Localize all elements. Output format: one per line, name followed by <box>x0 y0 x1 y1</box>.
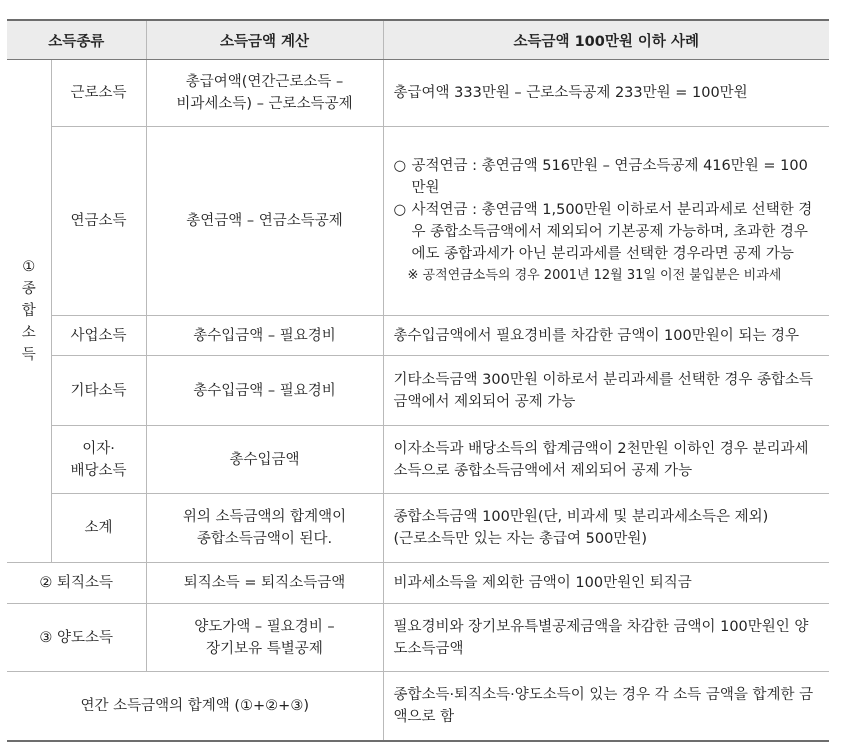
type-cell <box>51 426 146 494</box>
type-cell: 사업소득 <box>51 316 146 356</box>
calc-cell: 총수입금액 – 필요경비 <box>146 356 383 426</box>
example-cell: 총급여액 333만원 – 근로소득공제 233만원 = 100만원 <box>383 60 829 127</box>
calc-cell <box>146 494 383 563</box>
type-cell: ③ 양도소득 <box>7 604 146 672</box>
header-calculation: 소득금액 계산 <box>146 20 383 60</box>
table-row-interest-dividend <box>7 426 829 494</box>
group-label-comprehensive <box>7 60 51 563</box>
table-row-other <box>7 356 829 426</box>
type-line: 이자· <box>82 440 115 457</box>
bullet-text: 사적연금 : 총연금액 1,500만원 이하로서 분리과세로 선택한 경우 종합소득금액에서 제외되어 기본공제 가능하며, 초과한 경우에도 종합과세가 아닌 분리과세를 선택한 경우라면 공제 가능 <box>411 202 813 262</box>
example-cell: 이자소득과 배당소득의 합계금액이 2천만원 이하인 경우 분리과세소득으로 종합소득금액에서 제외되어 공제 가능 <box>383 426 829 494</box>
group-char: 소 <box>21 325 36 341</box>
example-bullet <box>394 199 820 265</box>
group-char: 합 <box>21 303 36 319</box>
calc-line: 장기보유 특별공제 <box>206 640 323 657</box>
table-row-labor <box>7 60 829 127</box>
calc-line: 비과세소득) – 근로소득공제 <box>176 96 353 112</box>
example-cell: 종합소득·퇴직소득·양도소득이 있는 경우 각 소득 금액을 합계한 금액으로 함 <box>383 672 829 741</box>
table-row-pension <box>7 127 829 316</box>
example-bullet <box>394 155 820 199</box>
header-income-type: 소득종류 <box>7 20 146 60</box>
example-cell <box>383 494 829 563</box>
group-marker: ① <box>22 259 36 275</box>
calc-line: 총급여액(연간근로소득 – <box>185 74 344 90</box>
income-table <box>7 19 829 742</box>
example-cell: 총수입금액에서 필요경비를 차감한 금액이 100만원이 되는 경우 <box>383 316 829 356</box>
total-label: 연간 소득금액의 합계액 (①+②+③) <box>7 672 383 741</box>
group-char: 종 <box>21 281 36 297</box>
type-cell: 연금소득 <box>51 127 146 316</box>
table-row-subtotal <box>7 494 829 563</box>
header-example: 소득금액 100만원 이하 사례 <box>383 20 829 60</box>
calc-cell <box>146 60 383 127</box>
table-row-retirement <box>7 563 829 604</box>
table-row-business <box>7 316 829 356</box>
note-text: ※ 공적연금소득의 경우 2001년 12월 31일 이전 불입분은 비과세 <box>407 268 782 283</box>
table-row-transfer <box>7 604 829 672</box>
header-row <box>7 20 829 60</box>
bullet-circle-icon: ○ <box>393 158 407 174</box>
type-cell: 소계 <box>51 494 146 563</box>
example-cell <box>383 127 829 316</box>
table-row-total <box>7 672 829 741</box>
bullet-text: 공적연금 : 총연금액 516만원 – 연금소득공제 416만원 = 100만원 <box>411 158 808 196</box>
example-line: 종합소득금액 100만원(단, 비과세 및 분리과세소득은 제외) <box>393 509 769 525</box>
group-char: 득 <box>21 347 36 363</box>
calc-cell <box>146 604 383 672</box>
type-cell: 근로소득 <box>51 60 146 127</box>
example-cell: 비과세소득을 제외한 금액이 100만원인 퇴직금 <box>383 563 829 604</box>
calc-cell: 총수입금액 – 필요경비 <box>146 316 383 356</box>
type-cell: ② 퇴직소득 <box>7 563 146 604</box>
type-line: 배당소득 <box>70 462 127 479</box>
calc-line: 위의 소득금액의 합계액이 <box>182 509 347 525</box>
bullet-circle-icon: ○ <box>393 202 407 218</box>
calc-cell: 총수입금액 <box>146 426 383 494</box>
calc-cell: 총연금액 – 연금소득공제 <box>146 127 383 316</box>
calc-cell: 퇴직소득 = 퇴직소득금액 <box>146 563 383 604</box>
example-cell: 기타소득금액 300만원 이하로서 분리과세를 선택한 경우 종합소득금액에서 제외되어 공제 가능 <box>383 356 829 426</box>
calc-line: 양도가액 – 필요경비 – <box>194 618 335 635</box>
example-line: (근로소득만 있는 자는 총급여 500만원) <box>393 531 648 547</box>
type-cell: 기타소득 <box>51 356 146 426</box>
calc-line: 종합소득금액이 된다. <box>196 531 333 547</box>
example-cell: 필요경비와 장기보유특별공제금액을 차감한 금액이 100만원인 양도소득금액 <box>383 604 829 672</box>
